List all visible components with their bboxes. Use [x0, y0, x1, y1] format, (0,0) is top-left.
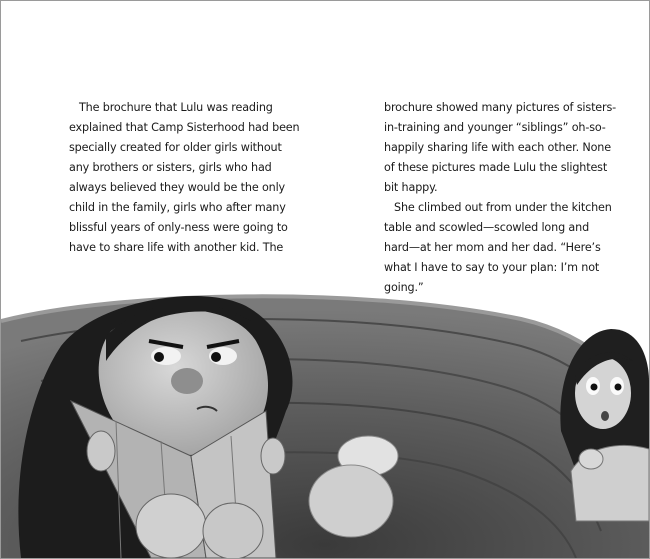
text-line: table and scowled—scowled long and	[384, 221, 590, 234]
text-line: happily sharing life with each other. None	[384, 141, 611, 154]
text-line: of these pictures made Lulu the slightest	[384, 161, 608, 174]
mom-figure	[560, 329, 649, 521]
lulu-knee	[136, 494, 206, 558]
text-line: The brochure that Lulu was reading	[79, 101, 273, 114]
text-line: brochure showed many pictures of sisters-	[384, 101, 617, 114]
text-line: always believed they would be the only	[69, 181, 286, 194]
illustration-lulu-under-table	[1, 1, 649, 558]
text-line: going.”	[384, 281, 424, 294]
text-line: explained that Camp Sisterhood had been	[69, 121, 300, 134]
text-line: blissful years of only-ness were going to	[69, 221, 288, 234]
text-line: have to share life with another kid. The	[69, 241, 284, 254]
text-line: in-training and younger “siblings” oh-so-	[384, 121, 606, 134]
text-line: specially created for older girls without	[69, 141, 282, 154]
text-line: what I have to say to your plan: I’m not	[384, 261, 600, 274]
text-line: hard—at her mom and her dad. “Here’s	[384, 241, 601, 254]
text-line: any brothers or sisters, girls who had	[69, 161, 272, 174]
lulu-nose	[171, 368, 203, 394]
text-line: child in the family, girls who after many	[69, 201, 286, 214]
text-line: bit happy.	[384, 181, 438, 194]
text-line: She climbed out from under the kitchen	[394, 201, 612, 214]
